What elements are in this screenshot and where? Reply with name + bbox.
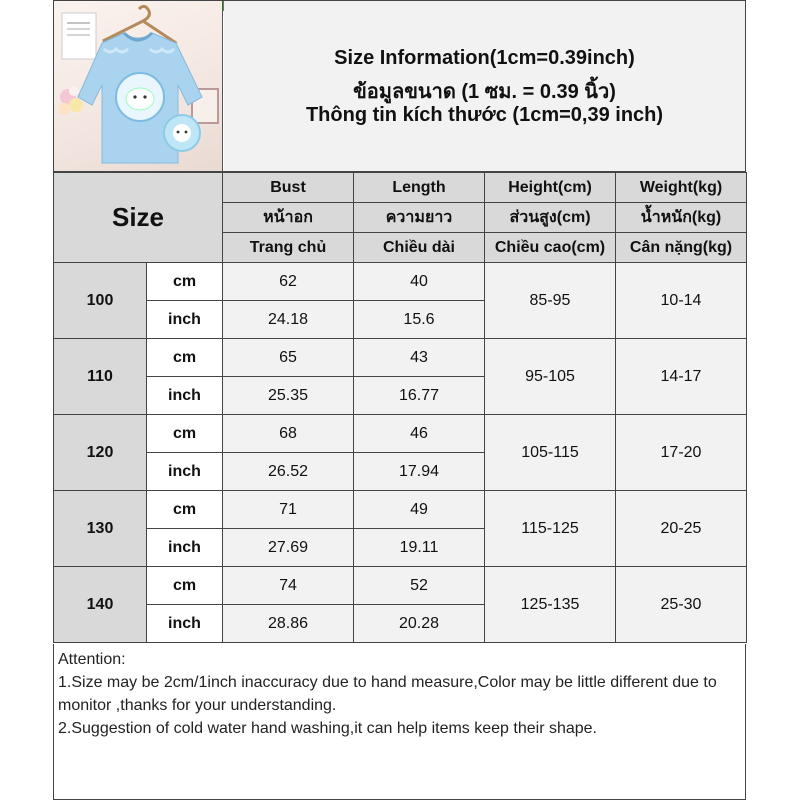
col-height-en: Height(cm) xyxy=(485,173,616,203)
bust-cm: 62 xyxy=(223,263,354,301)
size-value: 130 xyxy=(54,491,147,567)
title-english: Size Information(1cm=0.39inch) xyxy=(334,47,635,69)
length-inch: 20.28 xyxy=(354,605,485,643)
notes-line-1: 1.Size may be 2cm/1inch inaccuracy due to hand measure,Color may be little different due to monitor ,thanks for your understanding. xyxy=(58,674,717,714)
height-range: 95-105 xyxy=(485,339,616,415)
size-table xyxy=(53,172,747,643)
col-bust-en: Bust xyxy=(223,173,354,203)
size-header: Size xyxy=(54,173,223,263)
notes-line-2: 2.Suggestion of cold water hand washing,it can help items keep their shape. xyxy=(58,720,597,737)
col-length-th: ความยาว xyxy=(354,203,485,233)
weight-range: 10-14 xyxy=(616,263,747,339)
title-thai: ข้อมูลขนาด (1 ซม. = 0.39 นิ้ว) xyxy=(353,81,616,103)
length-inch: 17.94 xyxy=(354,453,485,491)
weight-range: 14-17 xyxy=(616,339,747,415)
unit-cm: cm xyxy=(147,491,223,529)
size-value: 110 xyxy=(54,339,147,415)
bust-cm: 65 xyxy=(223,339,354,377)
unit-cm: cm xyxy=(147,339,223,377)
height-range: 105-115 xyxy=(485,415,616,491)
unit-cm: cm xyxy=(147,567,223,605)
header-divider xyxy=(222,1,223,171)
size-value: 120 xyxy=(54,415,147,491)
col-length-en: Length xyxy=(354,173,485,203)
weight-range: 17-20 xyxy=(616,415,747,491)
col-bust-th: หน้าอก xyxy=(223,203,354,233)
unit-cm: cm xyxy=(147,263,223,301)
unit-inch: inch xyxy=(147,453,223,491)
table-row xyxy=(54,263,747,301)
col-length-vi: Chiều dài xyxy=(354,233,485,263)
table-row xyxy=(54,415,747,453)
size-info-header xyxy=(53,0,746,172)
title-vietnamese: Thông tin kích thước (1cm=0,39 inch) xyxy=(305,104,664,126)
length-inch: 16.77 xyxy=(354,377,485,415)
length-cm: 52 xyxy=(354,567,485,605)
table-row xyxy=(54,567,747,605)
height-range: 125-135 xyxy=(485,567,616,643)
table-row xyxy=(54,339,747,377)
height-range: 115-125 xyxy=(485,491,616,567)
col-weight-vi: Cân nặng(kg) xyxy=(616,233,747,263)
height-range: 85-95 xyxy=(485,263,616,339)
size-value: 100 xyxy=(54,263,147,339)
length-inch: 15.6 xyxy=(354,301,485,339)
weight-range: 25-30 xyxy=(616,567,747,643)
col-weight-en: Weight(kg) xyxy=(616,173,747,203)
size-info-titles xyxy=(224,1,745,171)
unit-inch: inch xyxy=(147,301,223,339)
col-height-th: ส่วนสูง(cm) xyxy=(485,203,616,233)
bust-cm: 71 xyxy=(223,491,354,529)
col-weight-th: น้ำหนัก(kg) xyxy=(616,203,747,233)
bust-inch: 25.35 xyxy=(223,377,354,415)
bust-inch: 28.86 xyxy=(223,605,354,643)
col-bust-vi: Trang chủ xyxy=(223,233,354,263)
size-value: 140 xyxy=(54,567,147,643)
bust-cm: 74 xyxy=(223,567,354,605)
bust-inch: 26.52 xyxy=(223,453,354,491)
attention-notes xyxy=(53,644,746,800)
product-shirt-illustration xyxy=(54,1,222,171)
length-inch: 19.11 xyxy=(354,529,485,567)
unit-inch: inch xyxy=(147,529,223,567)
unit-inch: inch xyxy=(147,377,223,415)
length-cm: 40 xyxy=(354,263,485,301)
table-row xyxy=(54,491,747,529)
bust-cm: 68 xyxy=(223,415,354,453)
col-height-vi: Chiều cao(cm) xyxy=(485,233,616,263)
weight-range: 20-25 xyxy=(616,491,747,567)
product-photo xyxy=(54,1,222,171)
length-cm: 49 xyxy=(354,491,485,529)
bust-inch: 27.69 xyxy=(223,529,354,567)
unit-cm: cm xyxy=(147,415,223,453)
length-cm: 43 xyxy=(354,339,485,377)
unit-inch: inch xyxy=(147,605,223,643)
length-cm: 46 xyxy=(354,415,485,453)
notes-heading: Attention: xyxy=(58,651,126,668)
bust-inch: 24.18 xyxy=(223,301,354,339)
